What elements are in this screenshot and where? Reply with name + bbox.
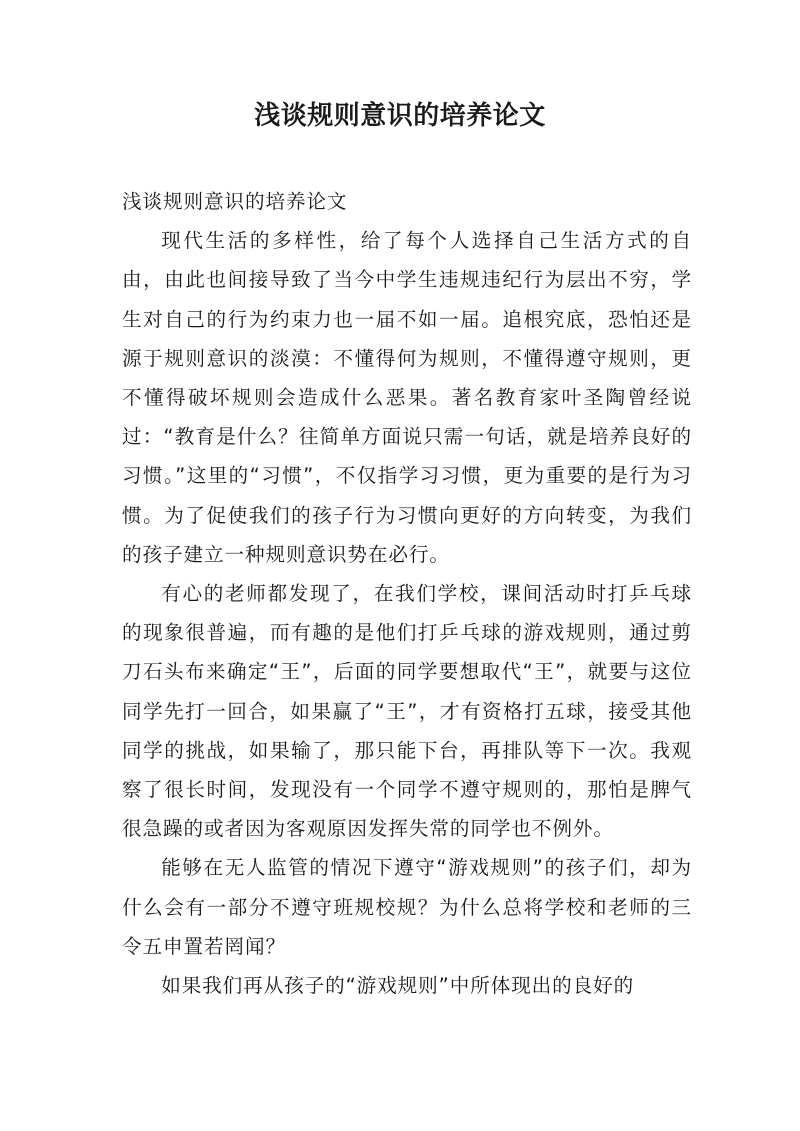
paragraph: 如果我们再从孩子的“游戏规则”中所体现出的良好的 [161,974,635,998]
document-title: 浅谈规则意识的培养论文 [254,101,546,131]
paragraph: 现代生活的多样性，给了每个人选择自己生活方式的自由，由此也间接导致了当今中学生违规违纪行为层出不穷，学生对自己的行为约束力也一届不如一届。追根究底，恐怕还是源于规则意识的淡漠：不懂得何为规则，不懂得遵守规则，更不懂得破坏规则会造成什么恶果。著名教育家叶圣陶曾经说过：“教育是什么？往简单方面说只需一句话，就是培养良好的习惯。”这里的“习惯”，不仅指学习习惯，更为重要的是行为习惯。为了促使我们的孩子行为习惯向更好的方向转变，为我们的孩子建立一种规则意识势在必行。 [122,229,692,566]
document-body [122,182,692,1005]
document-subtitle: 浅谈规则意识的培养论文 [122,190,348,213]
paragraph: 能够在无人监管的情况下遵守“游戏规则”的孩子们，却为什么会有一部分不遵守班规校规？为什么总将学校和老师的三令五申置若罔闻？ [122,856,692,958]
paragraph: 有心的老师都发现了，在我们学校，课间活动时打乒乓球的现象很普遍，而有趣的是他们打乒乓球的游戏规则，通过剪刀石头布来确定“王”，后面的同学要想取代“王”，就要与这位同学先打一回合，如果赢了“王”，才有资格打五球，接受其他同学的挑战，如果输了，那只能下台，再排队等下一次。我观察了很长时间，发现没有一个同学不遵守规则的，那怕是脾气很急躁的或者因为客观原因发挥失常的同学也不例外。 [122,582,692,841]
